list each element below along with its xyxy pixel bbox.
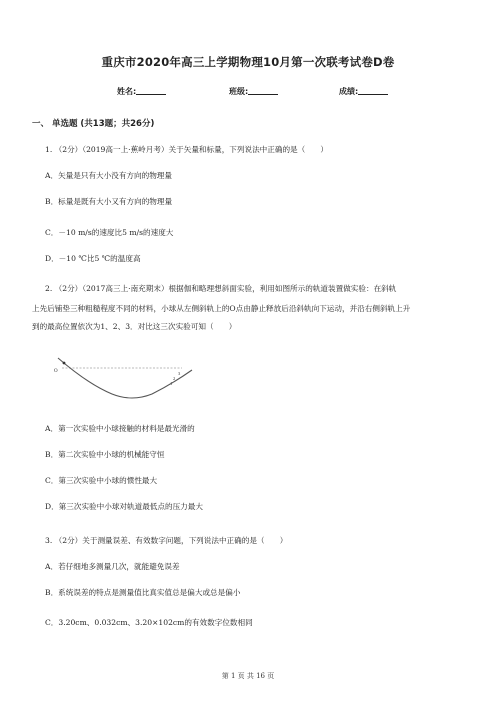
point-2-label: 2 [173, 376, 176, 381]
q2-option-d: D．第三次实验中小球对轨道最低点的压力最大 [45, 502, 203, 511]
class-label: 班级: [229, 87, 249, 96]
q2-stem-line-2: 上先后铺垫三种粗糙程度不同的材料，小球从左侧斜轨上的O点由静止释放后沿斜轨向下运动，并沿右侧斜轨上升 [32, 304, 411, 313]
q3-option-a: A．若仔细地多测量几次，就能避免误差 [45, 562, 180, 571]
page-title: 重庆市2020年高三上学期物理10月第一次联考试卷D卷 [101, 55, 395, 69]
score-label: 成绩: [339, 87, 359, 96]
page-footer: 第 1 页 共 16 页 [221, 672, 275, 680]
ball-start [63, 362, 66, 365]
q2-option-b: B．第二次实验中小球的机械能守恒 [45, 450, 165, 459]
class-blank [248, 86, 278, 95]
q2-stem-line-3: 到的最高位置依次为1、2、3．对比这三次实验可知（ ） [32, 322, 237, 331]
point-1-label: 1 [170, 381, 173, 386]
name-field [117, 86, 166, 97]
score-blank [358, 86, 388, 95]
q1-option-d: D．－10 ℃比5 ℃的温度高 [45, 254, 141, 263]
track-curve [58, 358, 192, 398]
q3-stem: 3. （2分）关于测量误差、有效数字问题，下列说法中正确的是（ ） [45, 536, 288, 545]
q1-option-a: A．矢量是只有大小没有方向的物理量 [45, 171, 172, 180]
name-label: 姓名: [117, 87, 137, 96]
name-blank [136, 86, 166, 95]
q3-option-b: B．系统误差的特点是测量值比真实值总是偏大或总是偏小 [45, 588, 241, 597]
track-diagram [52, 350, 200, 406]
q3-option-c: C．3.20cm、0.032cm、3.20×102cm的有效数字位数相同 [45, 618, 253, 627]
q2-stem-line-1: 2. （2分）（2017高三上·南充期末）根据伽和略理想斜面实验，利用如图所示的轨道装置做实验：在斜轨 [45, 284, 397, 293]
q2-option-a: A．第一次实验中小球接触的材料是最光滑的 [45, 424, 195, 433]
q1-option-b: B．标量是既有大小又有方向的物理量 [45, 197, 173, 206]
class-field [229, 86, 278, 97]
point-o-label: O [54, 369, 58, 374]
q2-option-c: C．第三次实验中小球的惯性最大 [45, 476, 158, 485]
section-heading: 一、 单选题 (共13题；共26分) [32, 119, 155, 129]
point-3-label: 3 [178, 371, 181, 376]
q1-option-c: C．－10 m/s的速度比5 m/s的速度大 [45, 228, 174, 237]
q1-stem: 1. （2分）（2019高一上·蕉岭月考）关于矢量和标量，下列说法中正确的是（ ） [45, 145, 329, 154]
score-field [339, 86, 388, 97]
